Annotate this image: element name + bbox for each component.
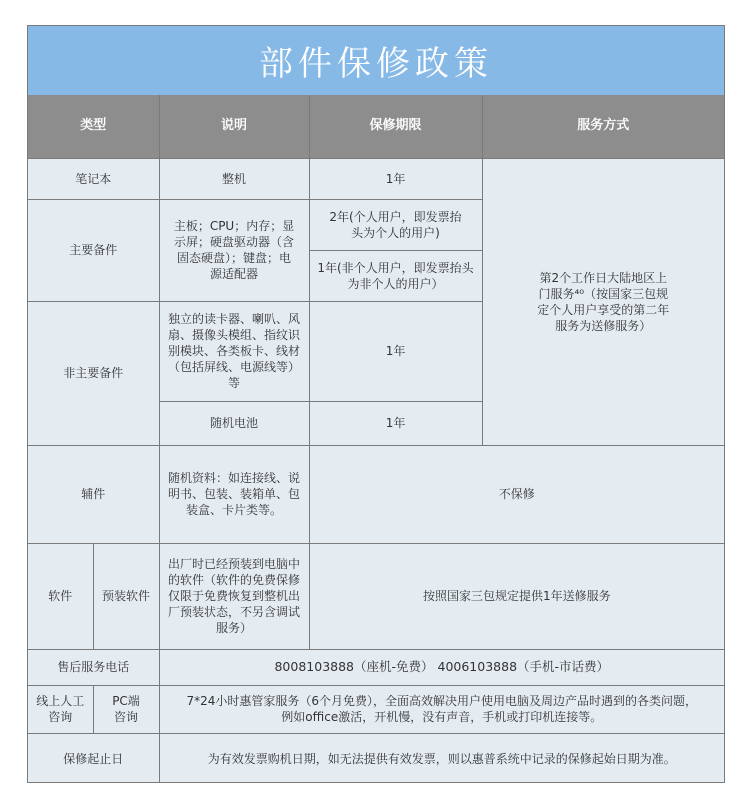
software-desc: 出厂时已经预装到电脑中的软件（软件的免费保修仅限于免费恢复到整机出厂预装状态，不另含调试服务） [159,543,309,649]
nonmain-parts-desc: 独立的读卡器、喇叭、风扇、摄像头模组、指纹识别模块、各类板卡、线材（包括屏线、电源线等）等 [159,301,309,401]
table-row-warranty-start [28,733,724,783]
table-row-hotline [28,649,724,685]
software-policy: 按照国家三包规定提供1年送修服务 [309,543,724,649]
laptop-desc: 整机 [159,158,309,199]
nonmain-parts-type: 非主要备件 [28,301,159,445]
warranty-policy-frame [27,25,725,783]
warranty-start-label: 保修起止日 [28,733,159,783]
main-parts-type: 主要备件 [28,199,159,301]
header-period: 保修期限 [309,95,482,158]
accessory-type: 辅件 [28,445,159,543]
online-label: 线上人工咨询 [28,685,93,733]
title-banner [28,26,724,95]
table-row-accessory [28,445,724,543]
main-parts-desc: 主板；CPU；内存；显示屏；硬盘驱动器（含固态硬盘）；键盘；电源适配器 [159,199,309,301]
main-parts-period-personal: 2年(个人用户，即发票抬头为个人的用户) [309,199,482,250]
online-value: 7*24小时惠管家服务（6个月免费），全面高效解决用户使用电脑及周边产品时遇到的各类问题，例如office激活，开机慢，没有声音，手机或打印机连接等。 [159,685,724,733]
main-parts-period-business: 1年(非个人用户，即发票抬头为非个人的用户） [309,250,482,301]
warranty-table [28,95,724,783]
table-row-laptop [28,158,724,199]
nonmain-parts-period: 1年 [309,301,482,401]
laptop-period: 1年 [309,158,482,199]
header-service: 服务方式 [482,95,724,158]
service-method: 第2个工作日大陆地区上门服务⁴⁰（按国家三包规定个人用户享受的第二年服务为送修服务） [482,158,724,445]
header-desc: 说明 [159,95,309,158]
accessory-desc: 随机资料：如连接线、说明书、包装、装箱单、包装盒、卡片类等。 [159,445,309,543]
battery-desc: 随机电池 [159,401,309,445]
software-subtype: 预装软件 [93,543,159,649]
accessory-policy: 不保修 [309,445,724,543]
battery-period: 1年 [309,401,482,445]
hotline-label: 售后服务电话 [28,649,159,685]
header-type: 类型 [28,95,159,158]
header-row [28,95,724,158]
table-row-software [28,543,724,649]
table-row-online [28,685,724,733]
hotline-value: 8008103888（座机-免费） 4006103888（手机-市话费） [159,649,724,685]
online-sublabel: PC端咨询 [93,685,159,733]
laptop-type: 笔记本 [28,158,159,199]
software-type: 软件 [28,543,93,649]
warranty-start-value: 为有效发票购机日期，如无法提供有效发票，则以惠普系统中记录的保修起始日期为准。 [159,733,724,783]
page-title: 部件保修政策 [259,44,493,84]
